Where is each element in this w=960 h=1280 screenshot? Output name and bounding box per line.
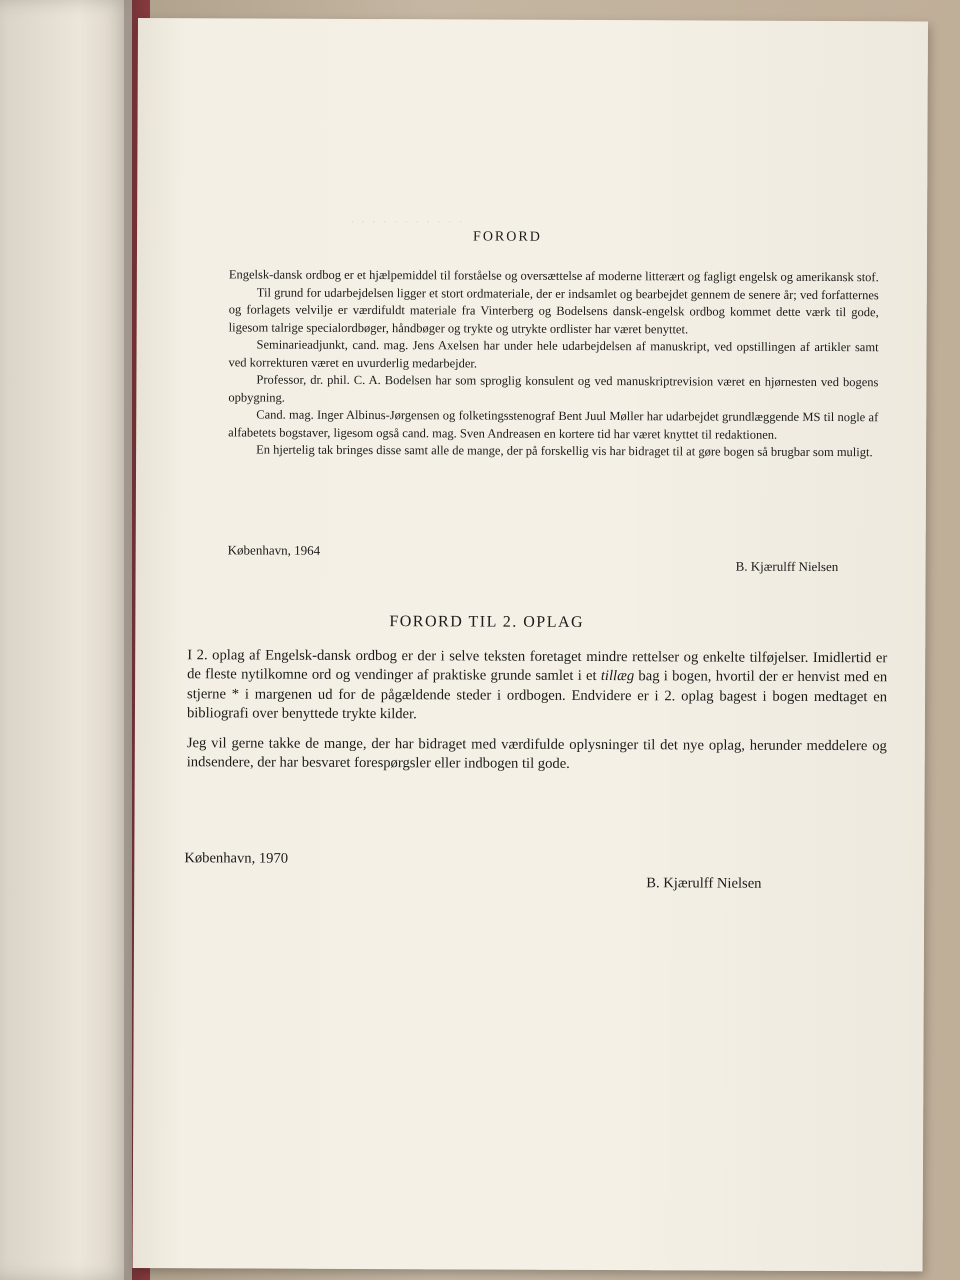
left-page-edge <box>0 0 132 1280</box>
paragraph-text: I 2. oplag af Engelsk-dansk ordbog er der i selve teksten foretaget mindre rettelser og enkelte tilføjelser. Imidlertid er de fleste nytilkomne ord og vendinger af praktiske grunde samlet i et <box>187 647 888 685</box>
paragraph-text: bag i bogen, hvortil der er henvist med en stjerne * i margenen ud for de pågældende steder i ordbogen. Endvidere er i 2. oplag bagest i bogen medtaget en bibliografi over benyttede trykte kilder. <box>186 668 888 723</box>
preface-paragraph: En hjertelig tak bringes disse samt alle de mange, der på forskellig vis har bidraget til at gøre bogen så brugbar som muligt. <box>256 442 873 460</box>
second-preface-place-date: København, 1970 <box>184 850 289 867</box>
preface-paragraph: Cand. mag. Inger Albinus-Jørgensen og folketingsstenograf Bent Juul Møller har udarbejdet grundlæggende MS til nogle af alfabetets bogstaver, ligesom også cand. mag. Sven Andreasen en kortere tid har været knyttet til redaktionen. <box>228 407 879 442</box>
preface-paragraph: Til grund for udarbejdelsen ligger et stort ordmateriale, der er indsamlet og bearbejdet gennem de senere år; ved forfatternes og forlagets velvilje er værdifuldt materiale fra Vinterberg og Bodelsens dansk-engelsk ordbog kommet dette værk til gode, ligesom talrige specialordbøger, håndbøger og trykte og utrykte ordlister har været benyttet. <box>228 285 879 336</box>
show-through-text: · · · · · · · · · · · <box>337 213 463 230</box>
second-preface-title: FORORD TIL 2. OPLAG <box>389 613 585 631</box>
preface-paragraph: Engelsk-dansk ordbog er et hjælpemiddel til forståelse og oversættelse af moderne litterært og fagligt engelsk og amerikansk stof. <box>228 267 879 285</box>
second-preface-paragraph <box>187 646 887 726</box>
second-preface-signature: B. Kjærulff Nielsen <box>646 875 762 892</box>
preface-signature: B. Kjærulff Nielsen <box>735 558 839 575</box>
second-preface-body <box>187 646 888 787</box>
italic-term: tillæg <box>600 668 635 685</box>
book-page <box>133 18 928 1271</box>
preface-title: FORORD <box>473 229 542 245</box>
second-preface-paragraph: Jeg vil gerne takke de mange, der har bidraget med værdifulde oplysninger til det nye oplag, herunder meddelere og indsendere, der har besvaret forespørgsler eller indbogen til gode. <box>186 735 887 773</box>
preface-paragraph: Seminarieadjunkt, cand. mag. Jens Axelsen har under hele udarbejdelsen af manuskript, ved opstillingen af artikler samt ved korrekturen været en uvurderlig medarbejder. <box>228 337 879 370</box>
preface-place-date: København, 1964 <box>227 542 321 558</box>
preface-paragraph: Professor, dr. phil. C. A. Bodelsen har som sproglig konsulent og ved manuskriptrevision været en hjørnesten ved bogens opbygning. <box>228 372 879 405</box>
preface-body <box>228 266 879 461</box>
